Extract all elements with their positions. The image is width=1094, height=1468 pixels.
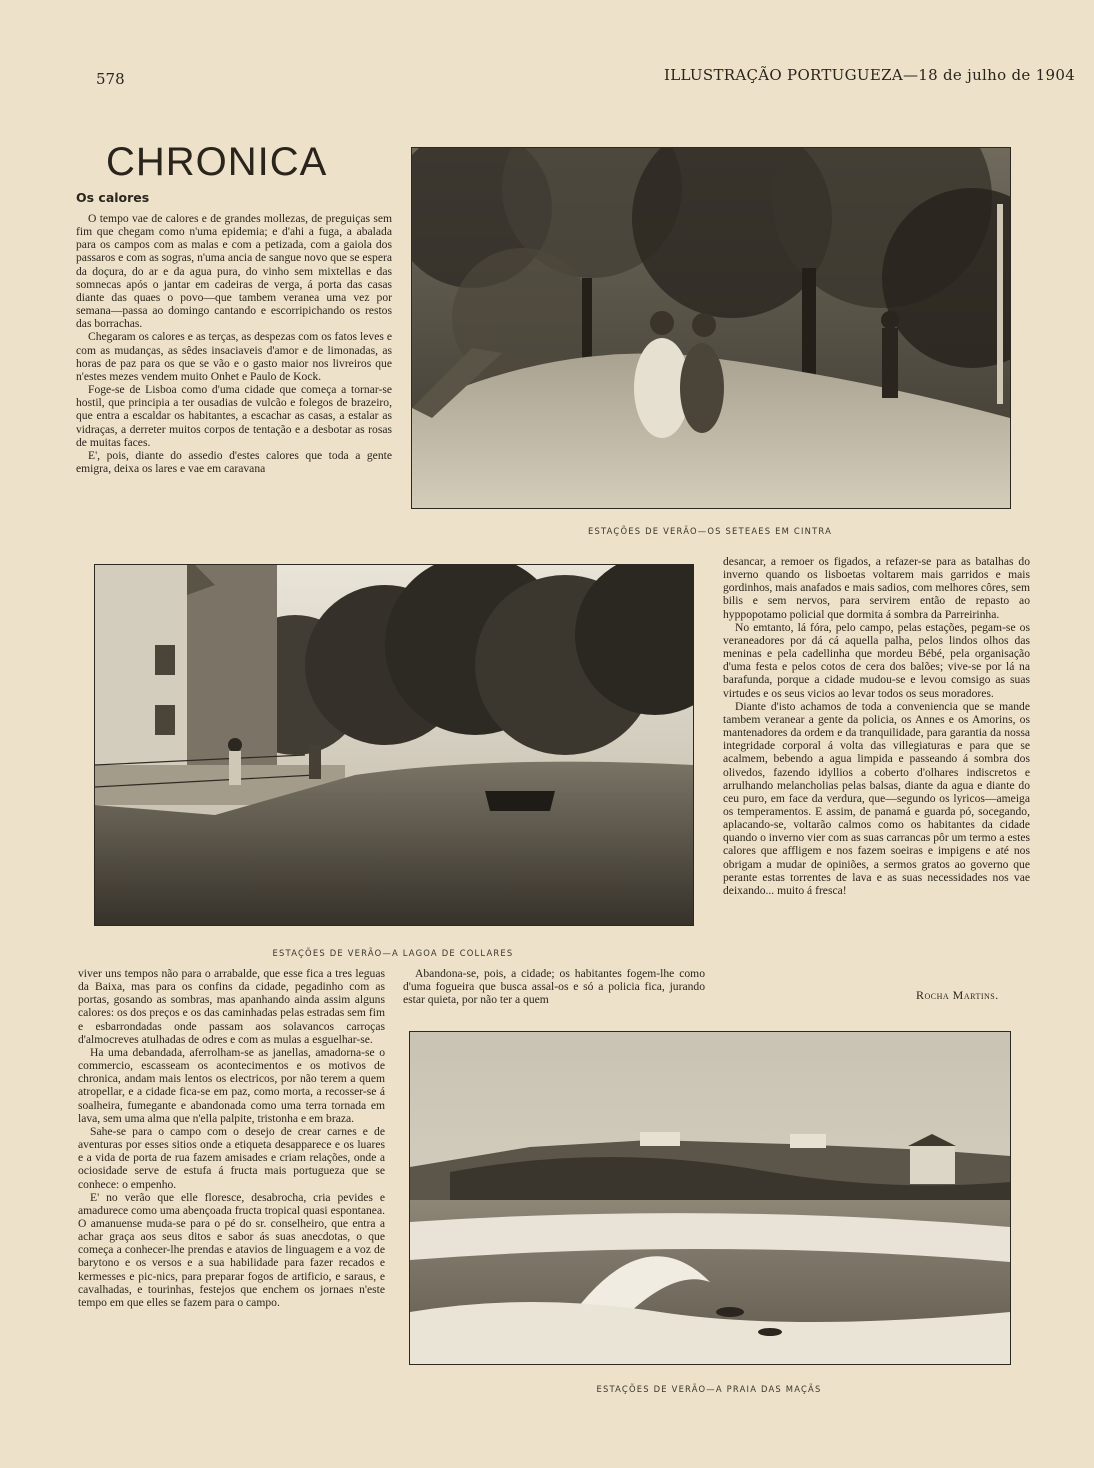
text-column-right [723, 555, 1030, 975]
photo-seteaes-cintra [411, 147, 1011, 509]
paragraph: No emtanto, lá fóra, pelo campo, pelas estações, pegam-se os veraneadores por dá cá aquella palha, pelos lindos olhos das meninas e pela cadellinha que mordeu Bébé, pela organisação d'uma festa e pelos cotos de cera dos balões; vive-se por lá na barafunda, porque a cidade mudou-se e levou comsigo as suas virtudes e os seus vicios ao levar todos os seus moradores. [723, 620, 1030, 700]
photo-praia-macas [409, 1031, 1011, 1365]
author-signature: Rocha Martins. [916, 988, 999, 1002]
paragraph: desancar, a remoer os figados, a refazer-se para as batalhas do inverno quando os lisboetas voltarem mais garridos e mais gordinhos, mais anafados e mais sadios, com melhores côres, sem bilis e sem nervos, para servirem então de repasto ao hyppopotamo policial que dormita á sombra da Parreirinha. [723, 555, 1030, 621]
article-title: CHRONICA [106, 140, 328, 184]
photo-image [412, 148, 1010, 508]
paragraph: viver uns tempos não para o arrabalde, que esse fica a tres leguas da Baixa, mas para os confins da cidade, pegadinho com as portas, gosando as sombras, mas apanhando ainda assim alguns calores: os dos preços e os das caminhadas pelas estradas sem fim e esbarrondadas onde passam aos solavancos carroças d'almocreves atulhadas de odres e com as mulas a esguelhar-se. [78, 967, 385, 1046]
paragraph: Abandona-se, pois, a cidade; os habitantes fogem-lhe como d'uma fogueira que busca assal-os e só a policia fica, jurando estar quieta, por não ter a quem [403, 967, 705, 1007]
running-head: ILLUSTRAÇÃO PORTUGUEZA—18 de julho de 1904 [664, 66, 1076, 84]
paragraph: Chegaram os calores e as terças, as despezas com os fatos leves e com as mudanças, as sêdes insaciaveis d'amor e de limonadas, as horas de paz para os que se vão e o gasto maior nos livreiros que n'estes mezes vendem muito Onhet e Paulo de Kock. [76, 330, 392, 383]
page-number: 578 [96, 70, 125, 88]
article-subtitle: Os calores [76, 190, 150, 205]
photo-image [95, 565, 693, 925]
photo-image [410, 1032, 1010, 1364]
photo-caption: ESTAÇÕES DE VERÃO—A LAGOA DE COLLARES [272, 948, 514, 958]
text-column-bottom-left [78, 967, 385, 1403]
photo-caption: ESTAÇÕES DE VERÃO—A PRAIA DAS MAÇÃS [596, 1384, 822, 1394]
paragraph: Ha uma debandada, aferrolham-se as janellas, amadorna-se o commercio, escasseam os acontecimentos e os motivos de chronica, andam mais lentos os electricos, por não terem a quem atropellar, e a cidade fica-se em paz, como morta, a recosser-se á soalheira, fumegante e abandonada como uma terra tornada em lava, sem uma alma que n'ella palpite, tristonha e em braza. [78, 1045, 385, 1125]
paragraph: E', pois, diante do assedio d'estes calores que toda a gente emigra, deixa os lares e vae em caravana [76, 448, 392, 475]
photo-lagoa-collares [94, 564, 694, 926]
paragraph: E' no verão que elle floresce, desabrocha, cria pevides e amadurece como uma abençoada fructa tropical quasi espontanea. O amanuense muda-se para o pé do sr. conselheiro, que entra a achar graça aos seus ditos e sabor ás suas anecdotas, o que começa a conhecer-lhe prendas e atavios de linguagem e a voz de barytono e os versos e a sua habilidade para fazer recados e kermesses e pic-nics, para preparar fogos de artificio, e saraus, e cavalhadas, e tourinhas, festejos que enchem os jornaes n'este tempo em que elles se fazem para o campo. [78, 1190, 385, 1309]
paragraph: O tempo vae de calores e de grandes mollezas, de preguiças sem fim que chegam como n'uma epidemia; e d'ahi a fuga, a abalada para os campos com as malas e com a petizada, com a gaiola dos passaros e com as sogras, n'uma ancia de sangue novo que se espera da doçura, do ar e da agua pura, do vinho sem mixtellas e das somnecas após o jantar em cadeiras de verga, á porta das casas diante das quaes o povo—que tambem veranea uma vez por semana—passa ao domingo cantando e escorripichando os restos das borrachas. [76, 212, 392, 331]
paragraph: Sahe-se para o campo com o desejo de crear carnes e de aventuras por esses sitios onde a etiqueta desapparece e os luares e a vida de porta de rua fazem amisades e criam relações, onde a ociosidade serve de estufa á fructa mais portugueza que se conhece: o empenho. [78, 1124, 385, 1191]
paragraph: Foge-se de Lisboa como d'uma cidade que começa a tornar-se hostil, que principia a ter ousadias de vulcão e folegos de brazeiro, que entra a escaldar os habitantes, a escachar as casas, a estalar as vidraças, a derreter muitos corpos de tentação e a desbotar as rosas de muitas faces. [76, 383, 392, 449]
paragraph: Diante d'isto achamos de toda a conveniencia que se mande tambem veranear a gente da policia, os Annes e os Amorins, os mantenadores da ordem e da tranquilidade, para garantia da nossa integridade corporal á volta das villegiaturas e para que se acalmem, bebendo a agua limpida e passeando á sombra dos olivedos, fazendo idyllios a coberto d'olhares indiscretos e arrulhando melancholias pelas balsas, diante da agua e diante do ceu puro, em face da verdura, que—segundo os lyricos—ameiga os temperamentos. E assim, de panamá e guarda pó, socegando, aplacando-se, voltarão calmos como os habitantes da cidade quando o inverno vier com as suas carrancas pôr um termo a estes calores que affligem e nos fazem soeiras e impigens e até nos obrigam a mudar de opiniões, a sermos gratos ao governo que perante estas torrentes de lava e as suas necessidades nos vae deixando... muito á fresca! [723, 699, 1030, 897]
text-column-top-left [76, 212, 392, 540]
text-column-bottom-middle [403, 967, 705, 1009]
photo-caption: ESTAÇÕES DE VERÃO—OS SETEAES EM CINTRA [587, 526, 833, 536]
